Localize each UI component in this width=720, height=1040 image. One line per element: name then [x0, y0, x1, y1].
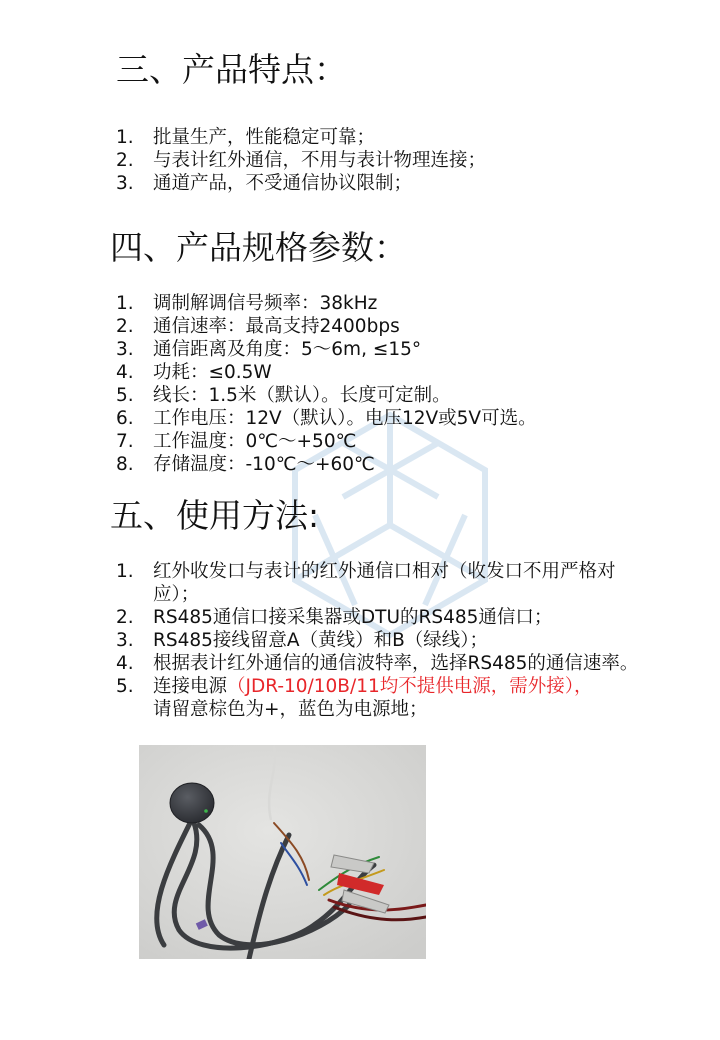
- list-item: [116, 430, 696, 453]
- item-number: 2.: [116, 150, 134, 171]
- item-number: 3.: [116, 173, 134, 194]
- list-item: [116, 407, 696, 430]
- item-number: 5.: [116, 385, 134, 406]
- list-item: [116, 384, 696, 407]
- item-number: 1.: [116, 561, 134, 582]
- list-item: [116, 315, 696, 338]
- item-text: 存储温度：-10℃～+60℃: [153, 454, 375, 475]
- list-item: [116, 292, 696, 315]
- section3-list: [116, 126, 676, 195]
- item-text: 批量生产，性能稳定可靠；: [153, 127, 376, 148]
- item-text: RS485通信口接采集器或DTU的RS485通信口；: [153, 607, 553, 628]
- list-item: [116, 126, 676, 149]
- item-number: 2.: [116, 316, 134, 337]
- item-number: 8.: [116, 454, 134, 475]
- list-item: [116, 606, 636, 629]
- list-item: [116, 629, 636, 652]
- list-item: [116, 675, 636, 721]
- item-number: 1.: [116, 293, 134, 314]
- section4-list: [116, 292, 696, 476]
- item-text: 通信距离及角度：5～6m, ≤15°: [153, 339, 422, 360]
- item-number: 2.: [116, 607, 134, 628]
- item-number: 1.: [116, 127, 134, 148]
- list-item: [116, 149, 676, 172]
- item-text: 通信速率：最高支持2400bps: [153, 316, 400, 337]
- list-item: [116, 361, 696, 384]
- section5-list: [116, 560, 639, 721]
- item-text: 线长：1.5米（默认）。长度可定制。: [153, 385, 451, 406]
- item-text: 工作电压：12V（默认）。电压12V或5V可选。: [153, 408, 537, 429]
- item-number: 7.: [116, 431, 134, 452]
- list-item: [116, 172, 676, 195]
- item-text: 工作温度：0℃～+50℃: [153, 431, 357, 452]
- item-text: 红外收发口与表计的红外通信口相对（收发口不用严格对应）；: [153, 561, 616, 605]
- item-text: 调制解调信号频率：38kHz: [153, 293, 378, 314]
- item-number: 5.: [116, 676, 134, 697]
- list-item: [116, 560, 636, 606]
- item-number: 3.: [116, 339, 134, 360]
- item-number: 6.: [116, 408, 134, 429]
- section3-title: 三、产品特点：: [116, 50, 347, 89]
- item-text-before: 连接电源: [153, 676, 228, 697]
- item-number: 4.: [116, 362, 134, 383]
- item-number: 4.: [116, 653, 134, 674]
- list-item: [116, 652, 639, 675]
- item-text-after: 请留意棕色为+，蓝色为电源地；: [153, 699, 428, 720]
- section4-title: 四、产品规格参数：: [110, 228, 407, 267]
- section5-title: 五、使用方法:: [110, 496, 320, 535]
- item-number: 3.: [116, 630, 134, 651]
- item-text: 功耗：≤0.5W: [153, 362, 272, 383]
- item-text: 通道产品，不受通信协议限制；: [153, 173, 413, 194]
- item-text-highlight: （JDR-10/10B/11均不提供电源，需外接），: [227, 676, 593, 697]
- item-text: 与表计红外通信，不用与表计物理连接；: [153, 150, 487, 171]
- list-item: [116, 338, 696, 361]
- item-text: 根据表计红外通信的通信波特率，选择RS485的通信速率。: [153, 653, 639, 674]
- product-photo: [139, 745, 426, 959]
- item-text: RS485接线留意A（黄线）和B（绿线）；: [153, 630, 489, 651]
- list-item: [116, 453, 696, 476]
